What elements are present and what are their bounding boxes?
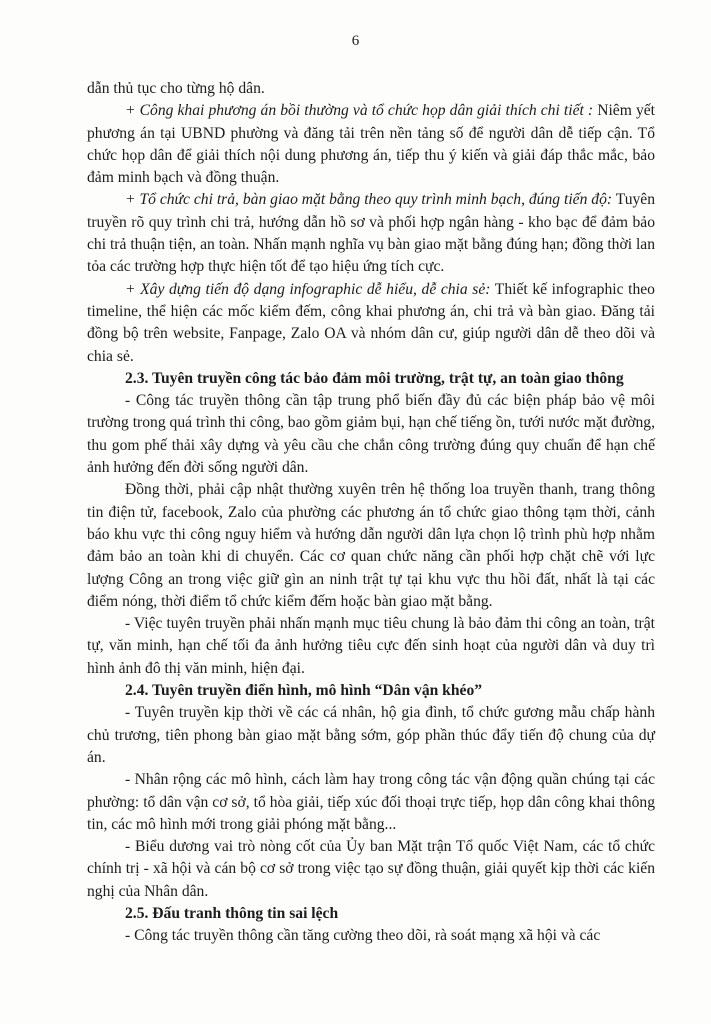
paragraph-text: Đồng thời, phải cập nhật thường xuyên trên hệ thống loa truyền thanh, trang thông tin điện tử, facebook, Zalo của phường các phương án tổ chức giao thông tạm thời, cảnh báo khu vực thi công nguy hiểm và hướng dẫn người dân lựa chọn lộ trình phù hợp nhằm đảm bảo an toàn khi di chuyển. Các cơ quan chức năng cần phối hợp chặt chẽ với lực lượng Công an trong việc giữ gìn an ninh trật tự tại khu vực thu hồi đất, nhất là tại các điểm nóng, thời điểm tổ chức kiểm đếm hoặc bàn giao mặt bằng. — [87, 481, 655, 610]
paragraph — [87, 100, 655, 189]
paragraph — [87, 769, 655, 836]
paragraph-text: - Nhân rộng các mô hình, cách làm hay trong công tác vận động quần chúng tại các phường: tổ dân vận cơ sở, tổ hòa giải, tiếp xúc đối thoại trực tiếp, họp dân công khai thông tin, các mô hình mới trong giải phóng mặt bằng... — [87, 771, 655, 833]
paragraph-text: Thiết kế infographic theo timeline, thể hiện các mốc kiểm đếm, công khai phương án, chi trả và bàn giao. Đăng tải đồng bộ trên website, Fanpage, Zalo OA và nhóm dân cư, giúp người dân dễ theo dõi và chia sẻ. — [87, 280, 655, 365]
page-number: 6 — [351, 33, 360, 49]
section-heading: 2.4. Tuyên truyền điển hình, mô hình “Dân vận khéo” — [125, 682, 483, 700]
paragraph-text: - Công tác truyền thông cần tăng cường theo dõi, rà soát mạng xã hội và các — [125, 927, 601, 945]
paragraph — [87, 613, 655, 680]
paragraph-text: - Việc tuyên truyền phải nhấn mạnh mục tiêu chung là bảo đảm thi công an toàn, trật tự, văn minh, hạn chế tối đa ảnh hưởng tiêu cực đến sinh hoạt của người dân và duy trì hình ảnh đô thị văn minh, hiện đại. — [87, 615, 655, 677]
paragraph-text: Niêm yết phương án tại UBND phường và đăng tải trên nền tảng số để người dân dễ tiếp cận. Tổ chức họp dân để giải thích nội dung phương án, tiếp thu ý kiến và giải đáp thắc mắc, bảo đảm minh bạch và đồng thuận. — [87, 102, 655, 187]
paragraph — [87, 479, 655, 613]
paragraph — [87, 836, 655, 903]
paragraph — [87, 925, 655, 947]
section-heading: 2.3. Tuyên truyền công tác bảo đảm môi trường, trật tự, an toàn giao thông — [125, 369, 624, 387]
paragraph-lead: + Công khai phương án bồi thường và tổ chức họp dân giải thích chi tiết : — [125, 102, 594, 120]
paragraph-text: - Biểu dương vai trò nòng cốt của Ủy ban Mặt trận Tổ quốc Việt Nam, các tổ chức chính trị - xã hội và cán bộ cơ sở trong việc tạo sự đồng thuận, giải quyết kịp thời các kiến nghị của Nhân dân. — [87, 838, 655, 900]
paragraph — [87, 189, 655, 278]
paragraph — [87, 702, 655, 769]
document-body — [87, 78, 655, 948]
paragraph — [87, 390, 655, 479]
paragraph-text: dẫn thủ tục cho từng hộ dân. — [87, 80, 265, 97]
paragraph-text: - Tuyên truyền kịp thời về các cá nhân, hộ gia đình, tổ chức gương mẫu chấp hành chủ trương, tiên phong bàn giao mặt bằng sớm, góp phần thúc đẩy tiến độ chung của dự án. — [87, 704, 655, 766]
paragraph-text: - Công tác truyền thông cần tập trung phổ biến đầy đủ các biện pháp bảo vệ môi trường trong quá trình thi công, bao gồm giảm bụi, hạn chế tiếng ồn, tưới nước mặt đường, thu gom phế thải xây dựng và yêu cầu che chắn công trường đúng quy chuẩn để hạn chế ảnh hưởng đến đời sống người dân. — [87, 392, 655, 477]
section-heading: 2.5. Đấu tranh thông tin sai lệch — [125, 904, 339, 922]
paragraph — [87, 78, 655, 100]
paragraph-lead: + Tổ chức chi trả, bàn giao mặt bằng theo quy trình minh bạch, đúng tiến độ: — [125, 191, 613, 209]
paragraph-text: Tuyên truyền rõ quy trình chi trả, hướng dẫn hồ sơ và phối hợp ngân hàng - kho bạc để đảm bảo chi trả thuận tiện, an toàn. Nhấn mạnh nghĩa vụ bàn giao mặt bằng đúng hạn; đồng thời lan tỏa các trường hợp thực hiện tốt để tạo hiệu ứng tích cực. — [87, 191, 656, 276]
paragraph-lead: + Xây dựng tiến độ dạng infographic dễ hiểu, dễ chia sẻ: — [125, 280, 491, 298]
paragraph — [87, 279, 655, 368]
